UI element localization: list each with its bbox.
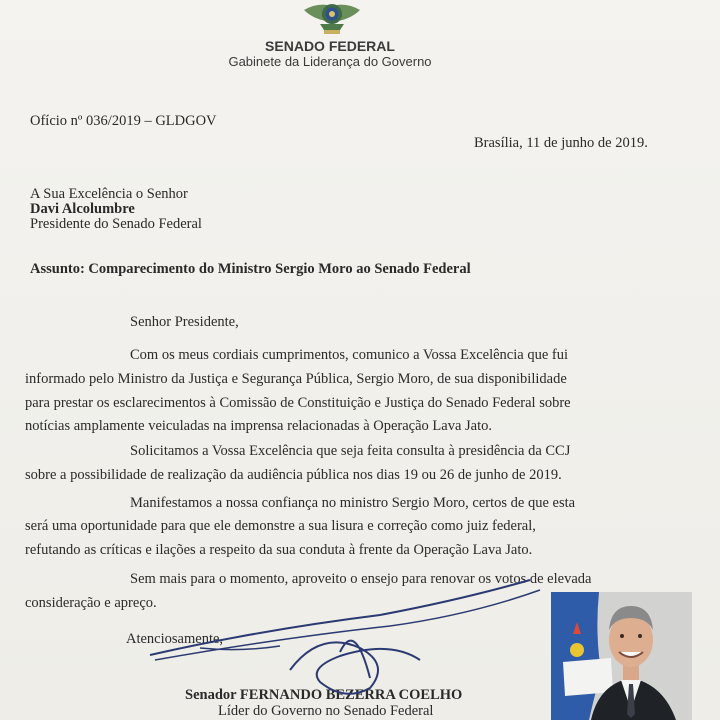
recipient-salutation: A Sua Excelência o Senhor [30, 186, 188, 202]
letter-greeting: Senhor Presidente, [130, 314, 239, 330]
body-line: Solicitamos a Vossa Excelência que seja feita consulta à presidência da CCJ [130, 443, 571, 459]
institution-name: SENADO FEDERAL [265, 38, 395, 54]
signer-name: Senador FERNANDO BEZERRA COELHO [185, 687, 463, 703]
signer-role: Líder do Governo no Senado Federal [218, 703, 434, 719]
recipient-name: Davi Alcolumbre [30, 201, 135, 217]
body-line: Com os meus cordiais cumprimentos, comunico a Vossa Excelência que fui [130, 347, 568, 363]
letter-subject: Assunto: Comparecimento do Ministro Sergio Moro ao Senado Federal [30, 261, 471, 277]
body-line: Sem mais para o momento, aproveito o ensejo para renovar os votos de elevada [130, 571, 592, 587]
letter-reference: Ofício nº 036/2019 – GLDGOV [30, 113, 217, 129]
body-line: para prestar os esclarecimentos à Comissão de Constituição e Justiça do Senado Federal sobre [25, 395, 571, 411]
body-line: Manifestamos a nossa confiança no ministro Sergio Moro, certos de que esta [130, 495, 576, 511]
office-name: Gabinete da Liderança do Governo [228, 54, 432, 69]
body-line: sobre a possibilidade de realização da audiência pública nos dias 19 ou 26 de junho de 2019. [25, 467, 562, 483]
letter-closing: Atenciosamente, [126, 631, 224, 647]
body-line: refutando as críticas e ilações a respeito da sua conduta à frente da Operação Lava Jato. [25, 542, 533, 558]
recipient-title: Presidente do Senado Federal [30, 216, 202, 232]
body-line: será uma oportunidade para que ele demonstre a sua lisura e correção como juiz federal, [25, 518, 536, 534]
body-line: notícias amplamente veiculadas na imprensa relacionadas à Operação Lava Jato. [25, 418, 493, 434]
date-line: Brasília, 11 de junho de 2019. [474, 135, 648, 151]
body-line: consideração e apreço. [25, 595, 157, 611]
body-line: informado pelo Ministro da Justiça e Segurança Pública, Sergio Moro, de sua disponibilidade [25, 371, 567, 387]
coat-of-arms-icon [298, 0, 366, 36]
senator-photo [551, 592, 692, 720]
